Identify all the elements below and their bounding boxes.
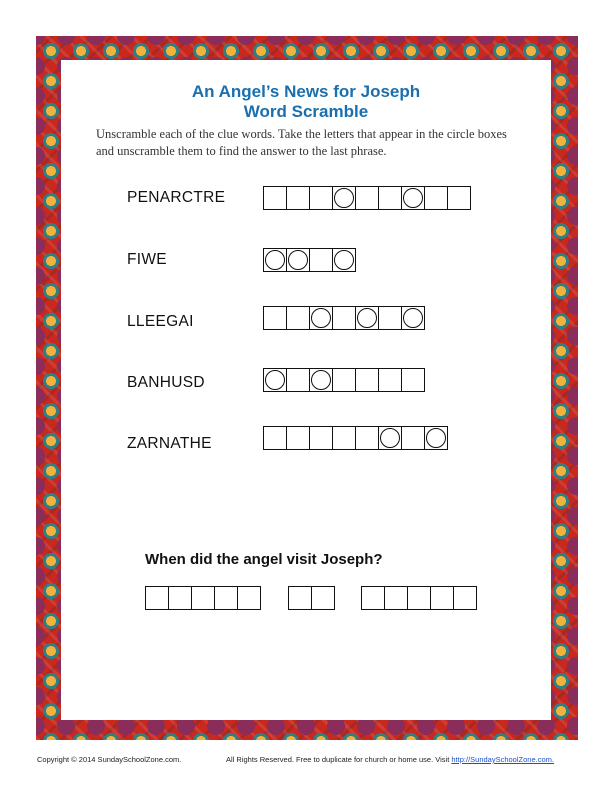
letter-box[interactable] — [145, 586, 169, 610]
letter-box[interactable] — [424, 186, 448, 210]
letter-box[interactable] — [168, 586, 192, 610]
answer-boxes-1[interactable] — [263, 186, 471, 210]
letter-box[interactable] — [263, 186, 287, 210]
instructions: Unscramble each of the clue words. Take the letters that appear in the circle boxes and unscramble them to find the answer to the last phrase. — [96, 127, 507, 158]
letter-box[interactable] — [355, 186, 379, 210]
letter-box[interactable] — [286, 248, 310, 272]
circle-marker — [334, 250, 354, 270]
answer-boxes-5[interactable] — [263, 426, 448, 450]
circle-marker — [311, 370, 331, 390]
letter-box[interactable] — [309, 248, 333, 272]
circle-marker — [426, 428, 446, 448]
letter-box[interactable] — [263, 368, 287, 392]
circle-marker — [288, 250, 308, 270]
circle-marker — [403, 308, 423, 328]
letter-box[interactable] — [401, 306, 425, 330]
letter-box[interactable] — [311, 586, 335, 610]
letter-box[interactable] — [191, 586, 215, 610]
answer-boxes-2[interactable] — [263, 248, 356, 272]
letter-box[interactable] — [263, 248, 287, 272]
letter-box[interactable] — [378, 368, 402, 392]
letter-box[interactable] — [263, 306, 287, 330]
page-title: An Angel’s News for Joseph — [191, 82, 421, 101]
circle-marker — [334, 188, 354, 208]
letter-box[interactable] — [309, 426, 333, 450]
letter-box[interactable] — [453, 586, 477, 610]
letter-box[interactable] — [430, 586, 454, 610]
letter-box[interactable] — [309, 186, 333, 210]
letter-box[interactable] — [401, 186, 425, 210]
letter-box[interactable] — [332, 306, 356, 330]
clue-word-2: FIWE — [127, 251, 167, 268]
letter-box[interactable] — [361, 586, 385, 610]
letter-box[interactable] — [355, 368, 379, 392]
circle-marker — [357, 308, 377, 328]
footer-rights — [226, 755, 554, 764]
letter-box[interactable] — [286, 306, 310, 330]
letter-box[interactable] — [214, 586, 238, 610]
letter-box[interactable] — [263, 426, 287, 450]
circle-marker — [311, 308, 331, 328]
letter-box[interactable] — [401, 368, 425, 392]
letter-box[interactable] — [384, 586, 408, 610]
letter-box[interactable] — [286, 368, 310, 392]
footer-link[interactable]: http://SundaySchoolZone.com. — [451, 755, 554, 764]
answer-boxes-4[interactable] — [263, 368, 425, 392]
letter-box[interactable] — [309, 306, 333, 330]
clue-word-5: ZARNATHE — [127, 435, 212, 452]
clue-word-4: BANHUSD — [127, 374, 205, 391]
clue-word-1: PENARCTRE — [127, 189, 226, 206]
letter-box[interactable] — [332, 426, 356, 450]
letter-box[interactable] — [288, 586, 312, 610]
letter-box[interactable] — [237, 586, 261, 610]
letter-box[interactable] — [332, 248, 356, 272]
final-answer-word-3[interactable] — [361, 586, 477, 610]
letter-box[interactable] — [401, 426, 425, 450]
clue-word-3: LLEEGAI — [127, 313, 194, 330]
circle-marker — [403, 188, 423, 208]
letter-box[interactable] — [309, 368, 333, 392]
circle-marker — [265, 370, 285, 390]
letter-box[interactable] — [332, 186, 356, 210]
answer-boxes-3[interactable] — [263, 306, 425, 330]
page-subtitle: Word Scramble — [243, 102, 369, 121]
letter-box[interactable] — [332, 368, 356, 392]
circle-marker — [380, 428, 400, 448]
letter-box[interactable] — [286, 186, 310, 210]
final-answer-word-1[interactable] — [145, 586, 261, 610]
footer-rights-text: All Rights Reserved. Free to duplicate for church or home use. Visit — [226, 755, 452, 764]
letter-box[interactable] — [355, 306, 379, 330]
letter-box[interactable] — [378, 306, 402, 330]
letter-box[interactable] — [355, 426, 379, 450]
final-question: When did the angel visit Joseph? — [145, 551, 383, 568]
final-answer-word-2[interactable] — [288, 586, 335, 610]
letter-box[interactable] — [407, 586, 431, 610]
letter-box[interactable] — [286, 426, 310, 450]
letter-box[interactable] — [378, 426, 402, 450]
letter-box[interactable] — [447, 186, 471, 210]
letter-box[interactable] — [424, 426, 448, 450]
circle-marker — [265, 250, 285, 270]
letter-box[interactable] — [378, 186, 402, 210]
footer-copyright: Copyright © 2014 SundaySchoolZone.com. — [37, 755, 182, 764]
